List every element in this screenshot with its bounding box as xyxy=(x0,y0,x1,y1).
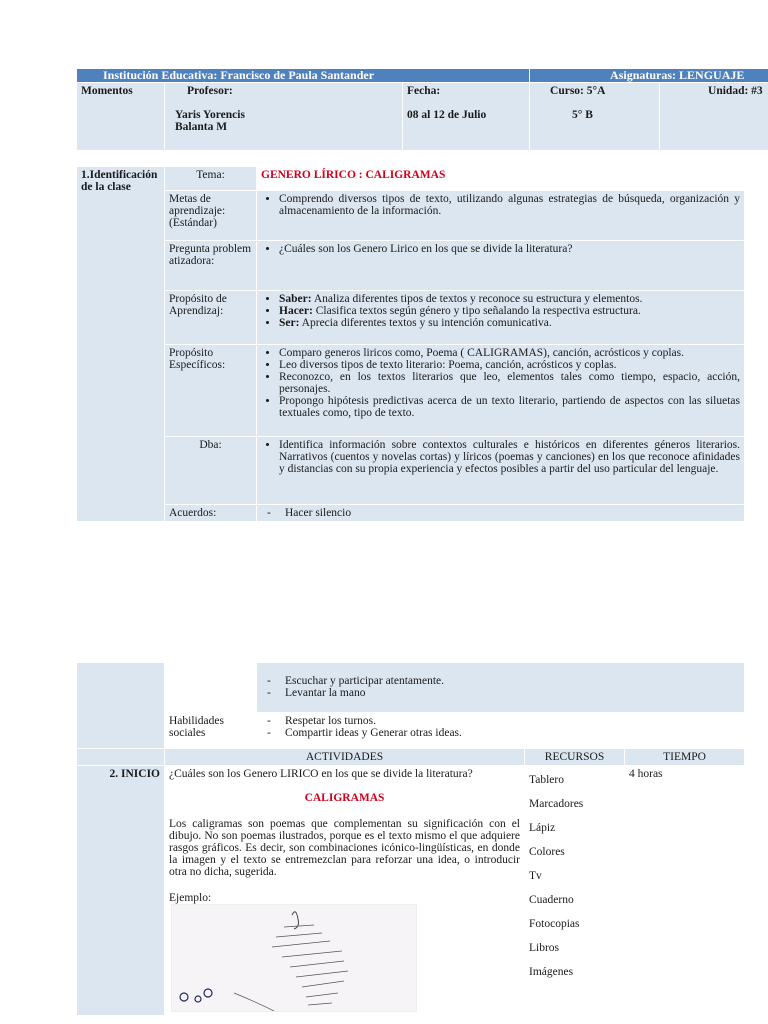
date-cell xyxy=(403,83,530,151)
question-item: • ¿Cuáles son los Genero Lirico en los que se divide la literatura? xyxy=(279,243,740,255)
skills-cell xyxy=(257,713,745,749)
goals-cell xyxy=(257,191,745,241)
blank-moment-cell xyxy=(77,663,165,749)
calligram-example-image xyxy=(171,904,417,1012)
question-label xyxy=(165,241,257,291)
purpose-value: Analiza diferentes tipos de textos y reconoce su estructura y elementos. xyxy=(311,293,643,305)
date-value: 08 al 12 de Julio xyxy=(407,109,487,121)
resource-item: Imágenes xyxy=(529,966,574,978)
resource-item: Marcadores xyxy=(529,798,584,810)
col-time: TIEMPO xyxy=(625,749,745,766)
skills-label xyxy=(165,713,257,749)
teacher-name: Yaris Yorencis Balanta M xyxy=(175,109,245,133)
institution-header xyxy=(77,69,530,83)
purpose-label: Propósito de Aprendizaj: xyxy=(165,291,257,345)
goals-label: Metas de aprendizaje: (Estándar) xyxy=(165,191,257,241)
lesson-plan-table-continued xyxy=(76,662,745,1016)
unit-cell xyxy=(660,83,768,151)
agreement-item: - Hacer silencio xyxy=(261,507,740,519)
theme-label: Tema: xyxy=(165,167,257,191)
unit-label: Unidad: #3 xyxy=(708,85,763,97)
activities-cell xyxy=(165,766,525,1016)
specific-item: • Comparo generos liricos como, Poema ( CALIGRAMAS), canción, acrósticos y coplas. xyxy=(279,347,740,359)
blank-header-cell xyxy=(77,749,165,766)
start-label: 2. INICIO xyxy=(77,766,165,1016)
moments-label: Momentos xyxy=(77,83,165,151)
dba-label: Dba: xyxy=(165,437,257,505)
section1-title-text: 1.Identificación de la clase xyxy=(81,169,158,193)
course-b: 5° B xyxy=(572,109,593,121)
question-label-text: Pregunta problematizadora: xyxy=(169,243,252,267)
purpose-value: Aprecia diferentes textos y su intención comunicativa. xyxy=(299,317,552,329)
resource-item: Cuaderno xyxy=(529,894,574,906)
resource-item: Colores xyxy=(529,846,565,858)
agreements-cont-cell xyxy=(257,663,745,713)
blank-label-cell xyxy=(165,663,257,713)
agreements-label: Acuerdos: xyxy=(165,505,257,522)
resources-cell xyxy=(525,766,625,1016)
specific-cell xyxy=(257,345,745,437)
agreement-item: - Levantar la mano xyxy=(261,687,740,699)
resource-item: Libros xyxy=(529,942,560,954)
agreement-item: - Escuchar y participar atentamente. xyxy=(261,675,740,687)
skill-item: - Compartir ideas y Generar otras ideas. xyxy=(261,727,740,739)
dba-item: • Identifica información sobre contextos culturales e históricos en diferentes géneros literarios. Narrativos (cuentos y novelas cortas) y líricos (poemas y canciones) en los que reconoce afinidades y distancias con su propia experiencia y efectos posibles a partir del uso particular del lenguaje. xyxy=(279,439,740,475)
identification-section xyxy=(76,166,745,522)
resource-item: Lápiz xyxy=(529,822,556,834)
purpose-item-hacer xyxy=(279,305,740,317)
question-cell xyxy=(257,241,745,291)
purpose-value: Clasifica textos según género y tipo señalando la respectiva estructura. xyxy=(312,305,641,317)
resource-item: Tv xyxy=(529,870,542,882)
time-cell xyxy=(625,766,745,1016)
resource-item: Tablero xyxy=(529,774,564,786)
theme-text: GENERO LÍRICO : CALIGRAMAS xyxy=(261,169,446,181)
purpose-item-ser xyxy=(279,317,740,329)
course-label: Curso: 5°A xyxy=(550,85,606,97)
col-resources: RECURSOS xyxy=(525,749,625,766)
subjects-header xyxy=(530,69,768,83)
agreements-cell xyxy=(257,505,745,522)
calligrams-text: Los caligramas son poemas que complementan su significación con el dibujo. No son poemas ilustrados, porque es el texto mismo el que adquiere rasgos gráficos. Es decir, son combinaciones icónico-lingüísticas, en donde la imagen y el texto se entremezclan para reforzar una idea, o introducir otra no dicha, sugerida. xyxy=(169,818,520,878)
lesson-plan-table xyxy=(76,68,768,151)
dba-cell xyxy=(257,437,745,505)
section1-title xyxy=(77,167,165,522)
specific-label: Propósito Específicos: xyxy=(165,345,257,437)
purpose-item-saber xyxy=(279,293,740,305)
col-activities: ACTIVIDADES xyxy=(165,749,525,766)
institution-text: Institución Educativa: Francisco de Paula Santander xyxy=(103,68,375,82)
example-label: Ejemplo: xyxy=(169,892,212,904)
specific-item: • Reconozco, en los textos literarios que leo, elementos tales como tiempo, espacio, acción, personajes. xyxy=(279,371,740,395)
skills-label-text: Habilidades sociales xyxy=(169,715,224,739)
course-cell xyxy=(530,83,660,151)
resource-item: Fotocopias xyxy=(529,918,580,930)
teacher-label: Profesor: xyxy=(187,85,233,97)
purpose-cell xyxy=(257,291,745,345)
purpose-key: Hacer: xyxy=(279,305,313,317)
subjects-text: Asignaturas: LENGUAJE xyxy=(610,68,745,82)
specific-item: • Leo diversos tipos de texto literario: Poema, canción, acrósticos y coplas. xyxy=(279,359,740,371)
teacher-cell xyxy=(165,83,403,151)
theme-value xyxy=(257,167,745,191)
purpose-key: Saber: xyxy=(279,293,312,305)
date-label: Fecha: xyxy=(407,85,441,97)
skill-item: - Respetar los turnos. xyxy=(261,715,740,727)
calligram-drawing xyxy=(172,905,416,1011)
time-value: 4 horas xyxy=(629,768,663,780)
specific-item: • Propongo hipótesis predictivas acerca de un texto literario, partiendo de aspectos con las siluetas textuales como, tipo de texto. xyxy=(279,395,740,419)
goal-item: • Comprendo diversos tipos de texto, utilizando algunas estrategias de búsqueda, organización y almacenamiento de la información. xyxy=(279,193,740,217)
calligrams-title: CALIGRAMAS xyxy=(304,792,385,804)
start-question: ¿Cuáles son los Genero LIRICO en los que se divide la literatura? xyxy=(169,768,473,780)
purpose-key: Ser: xyxy=(279,317,300,329)
